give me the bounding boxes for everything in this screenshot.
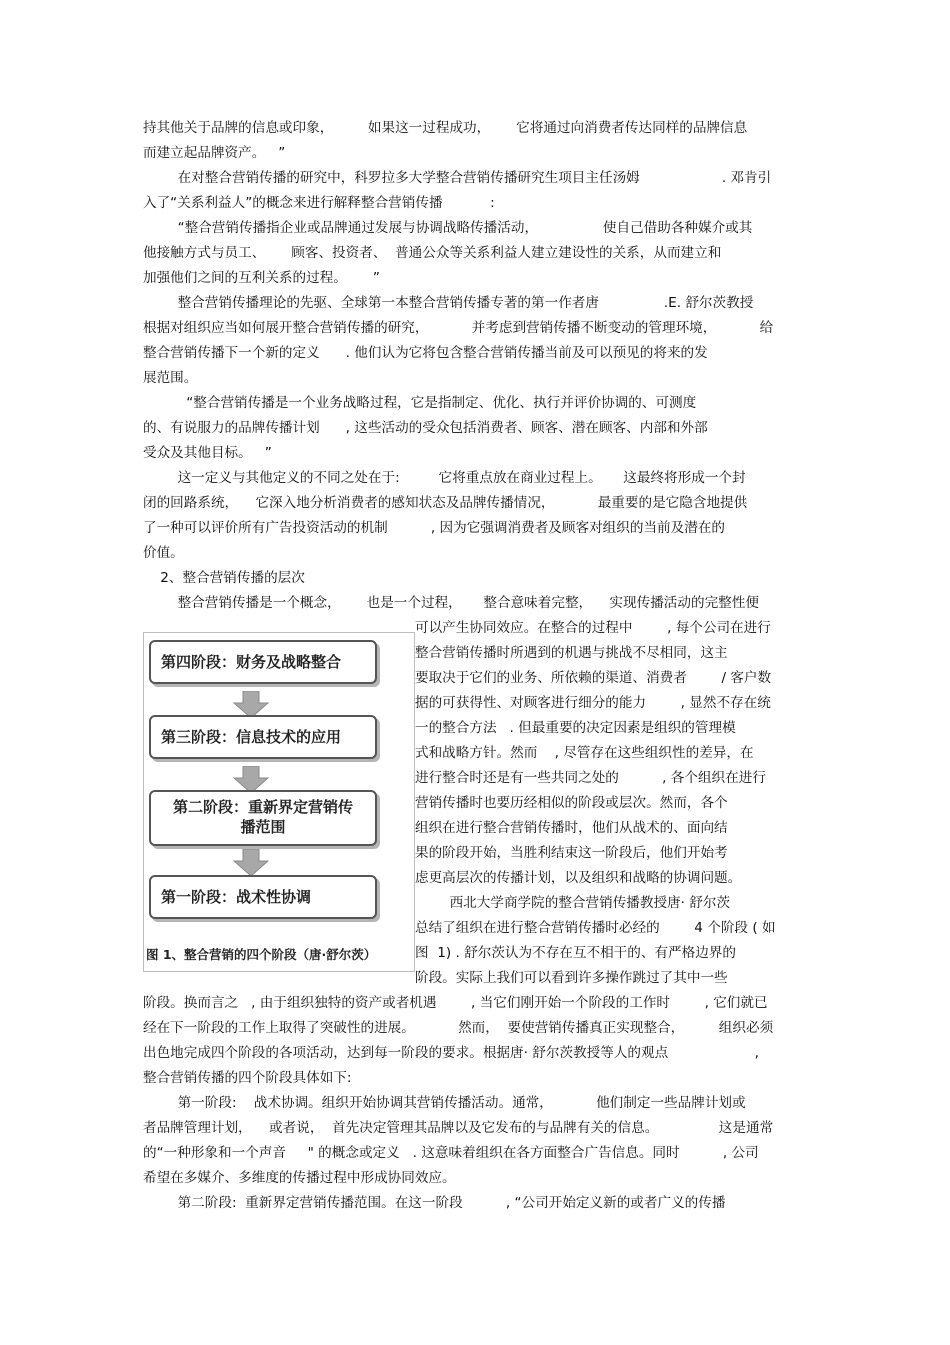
figure-four-stages	[143, 632, 415, 972]
text-line: 总结了组织在进行整合营销传播时必经的 4 个阶段 ( 如	[415, 920, 776, 936]
text-line: 展范围。	[143, 370, 198, 386]
text-line: 可以产生协同效应。在整合的过程中 , 每个公司在进行	[415, 620, 771, 636]
text-line: 闭的回路系统， 它深入地分析消费者的感知状态及品牌传播情况， 最重要的是它隐含地提供	[143, 495, 748, 511]
text-line: 果的阶段开始，当胜利结束这一阶段后，他们开始考	[415, 845, 728, 861]
text-line: 在对整合营销传播的研究中，科罗拉多大学整合营销传播研究生项目主任汤姆 . 邓肯引	[143, 170, 772, 186]
stage-1-box: 第一阶段：战术性协调	[149, 875, 377, 919]
stage-2-box	[149, 790, 377, 846]
text-line: 受众及其他目标。 ”	[143, 445, 272, 461]
text-line: 入了“关系利益人”的概念来进行解释整合营销传播 :	[143, 195, 495, 211]
text-line: 经在下一阶段的工作上取得了突破性的进展。 然而， 要使营销传播真正实现整合， 组织必须	[143, 1020, 774, 1036]
text-line: 西北大学商学院的整合营销传播教授唐· 舒尔茨	[415, 895, 731, 911]
text-line: 者品牌管理计划， 或者说， 首先决定管理其品牌以及它发布的与品牌有关的信息。 这是通常	[143, 1120, 774, 1136]
text-line: 图 1) . 舒尔茨认为不存在互不相干的、有严格边界的	[415, 945, 737, 961]
figure-caption: 图 1、整合营销的四个阶段（唐·舒尔茨）	[146, 947, 377, 962]
text-line: 整合营销传播下一个新的定义 . 他们认为它将包含整合营销传播当前及可以预见的将来的发	[143, 345, 708, 361]
text-line: 阶段。实际上我们可以看到许多操作跳过了其中一些	[415, 970, 728, 986]
text-line: 整合营销传播的四个阶段具体如下:	[143, 1070, 352, 1086]
stage-4-box: 第四阶段：财务及战略整合	[149, 640, 377, 684]
text-line: 整合营销传播理论的先驱、全球第一本整合营销传播专著的第一作者唐 .E. 舒尔茨教授	[143, 295, 754, 311]
text-line: 希望在多媒介、多维度的传播过程中形成协同效应。	[143, 1170, 456, 1186]
text-line: “整合营销传播是一个业务战略过程，它是指制定、优化、执行并评价协调的、可测度	[143, 395, 697, 411]
text-line: 第一阶段: 战术协调。组织开始协调其营销传播活动。通常， 他们制定一些品牌计划或	[143, 1095, 746, 1111]
text-line: 整合营销传播时所遇到的机遇与挑战不尽相同，这主	[415, 645, 728, 661]
text-line: 出色地完成四个阶段的各项活动，达到每一阶段的要求。根据唐· 舒尔茨教授等人的观点 ,	[143, 1045, 759, 1061]
stage-3-box: 第三阶段：信息技术的应用	[149, 715, 377, 759]
text-line: 持其他关于品牌的信息或印象， 如果这一过程成功， 它将通过向消费者传达同样的品牌信息	[143, 120, 748, 136]
text-line: 而建立起品牌资产。 ”	[143, 145, 286, 161]
text-line: 的、有说服力的品牌传播计划 , 这些活动的受众包括消费者、顾客、潜在顾客、内部和外部	[143, 420, 708, 436]
text-line: 进行整合时还是有一些共同之处的 , 各个组织在进行	[415, 770, 766, 786]
section-heading: 2、整合营销传播的层次	[143, 570, 305, 586]
text-line: 了一种可以评价所有广告投资活动的机制 , 因为它强调消费者及顾客对组织的当前及潜在的	[143, 520, 726, 536]
text-line: 加强他们之间的互利关系的过程。 ”	[143, 270, 380, 286]
stage-2-line-2: 播范围	[240, 818, 286, 836]
down-arrow-icon	[233, 849, 269, 877]
text-line: 虑更高层次的传播计划，以及组织和战略的协调问题。	[415, 870, 742, 886]
text-line: 组织在进行整合营销传播时，他们从战术的、面向结	[415, 820, 728, 836]
text-line: 整合营销传播是一个概念， 也是一个过程， 整合意味着完整， 实现传播活动的完整性便	[143, 595, 759, 611]
text-line: 一的整合方法 . 但最重要的决定因素是组织的管理模	[415, 720, 736, 736]
text-line: 要取决于它们的业务、所依赖的渠道、消费者 / 客户数	[415, 670, 772, 686]
text-line: 的“一种形象和一个声音 " 的概念或定义 . 这意味着组织在各方面整合广告信息。同时 , 公司	[143, 1145, 759, 1161]
text-line: 根据对组织应当如何展开整合营销传播的研究， 并考虑到营销传播不断变动的管理环境， 给	[143, 320, 774, 336]
text-line: 第二阶段: 重新界定营销传播范围。在这一阶段 , “公司开始定义新的或者广义的传播	[143, 1195, 726, 1211]
text-line: 式和战略方针。然而 , 尽管存在这些组织性的差异，在	[415, 745, 754, 761]
text-line: “整合营销传播指企业或品牌通过发展与协调战略传播活动， 使自己借助各种媒介或其	[143, 220, 753, 236]
text-line: 这一定义与其他定义的不同之处在于: 它将重点放在商业过程上。 这最终将形成一个封	[143, 470, 746, 486]
text-line: 他接触方式与员工、 顾客、投资者、 普通公众等关系利益人建立建设性的关系，从而建立和	[143, 245, 722, 261]
text-line: 价值。	[143, 545, 184, 561]
text-line: 据的可获得性、对顾客进行细分的能力 , 显然不存在统	[415, 695, 771, 711]
text-line: 营销传播时也要历经相似的阶段或层次。然而，各个	[415, 795, 728, 811]
text-line: 阶段。换而言之 , 由于组织独特的资产或者机遇 , 当它们刚开始一个阶段的工作时 , 它们就已	[143, 995, 768, 1011]
stage-2-line-1: 第二阶段：重新界定营销传	[172, 798, 353, 816]
